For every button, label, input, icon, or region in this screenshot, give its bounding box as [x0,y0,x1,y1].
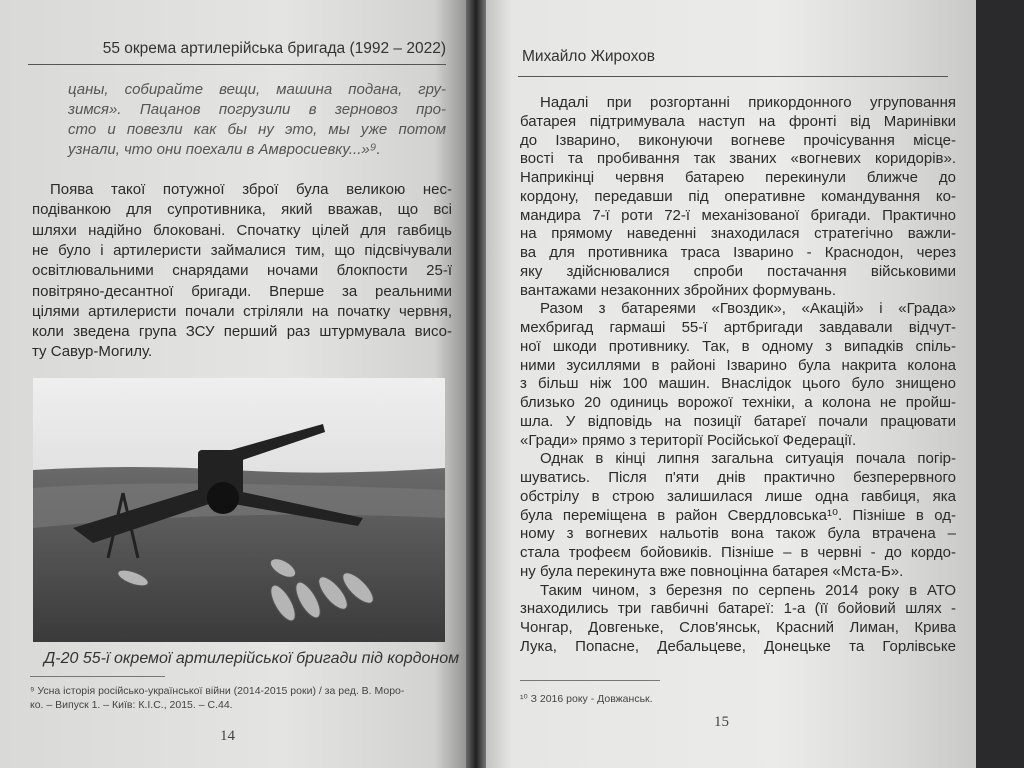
text-line: подіванкою для супротивника, який вважав, що всі [32,201,452,219]
text-line: зимся». Пацанов погрузили в зерновоз про- [68,101,446,118]
text-line: Наприкінці червня батарею перекинули ближче до [520,169,956,186]
footnote-rule [520,680,660,681]
text-line: Однак в кінці липня загальна ситуація почала погір- [540,450,956,468]
running-head-right: Михайло Жирохов [522,48,656,65]
header-rule [28,64,446,65]
text-line: кордону, передавши під оперативне командування ко- [520,187,956,205]
text-line: шляхи надійно блоковані. Спочатку цілей для гавбиць [32,221,452,239]
text-line: стала трофеєм бойовиків. Пізніше – в червні - до кордо- [520,544,956,561]
text-line: коли зведена група ЗСУ перший раз штурмувала висо- [32,323,452,341]
text-line: знаходились три гавбичні батареї: 1-а (її бойовий шлях - [520,600,956,618]
text-line: цілями артилеристи почали стріляли на початку червня, [32,302,452,320]
text-line: «Гради» прямо з території Російської Федерації. [520,431,857,449]
text-line: ту Савур-Могилу. [32,343,153,361]
text-line: Таким чином, з березня по серпень 2014 року в АТО [540,581,956,599]
text-line: вості та пробивання так званих «вогневих коридорів». [520,150,956,168]
text-line: не було і артилеристи займалися тим, що підсвічували [32,241,452,259]
text-line: ними зусиллями в районі Ізварино була накрита колона [520,356,956,374]
header-rule [518,76,948,77]
text-line: батарея підтримувала наступ на фронті від Маринівки [520,112,956,130]
text-line: мандира 7-ї роти 72-ї механізованої бригади. Практично [520,206,956,224]
text-line: шла. У відповідь на позиції батареї почали працювати [520,412,956,430]
text-line: цаны, собирайте вещи, машина подана, гру- [68,81,446,98]
text-line: ної шкоди противнику. Так, в одному з випадків спіль- [520,337,956,355]
text-line: близько 20 одиниць ворожої техніки, а колона не пройш- [520,394,956,411]
running-head-left: 55 окрема артилерійська бригада (1992 – 2022) [102,40,446,57]
left-page [0,0,472,768]
photo-caption: Д-20 55-ї окремої артилерійської бригади під кордоном [44,650,460,667]
text-line: яку здійснювалися спроби постачання військовими [520,262,956,280]
footnote-9 [30,684,404,712]
text-line: Разом з батареями «Гвоздик», «Акацій» і «Града» [540,300,956,318]
text-line: Надалі при розгортанні прикордонного угруповання [540,94,956,111]
text-line: Чонгар, Довгеньке, Слов'янськ, Красний Лиман, Крива [520,619,956,636]
footnote-rule [30,676,165,677]
text-line: Лука, Попасне, Дебальцеве, Донецьке та Горлівське [520,637,956,655]
text-line: ну була перекинута вже повноцінна батарея «Мста-Б». [520,562,904,580]
text-line: узнали, что они поехали в Амвросиевку...»⁹. [68,141,381,158]
howitzer-photo [33,378,445,642]
footnote-line: ко. – Випуск 1. – Київ: К.І.С., 2015. – С.44. [30,699,233,711]
text-line: ва для противника траса Ізварино - Краснодон, через [520,244,956,261]
text-line: вантажами незаконних збройних формувань. [520,281,837,299]
text-line: була переміщена в район Свердловська¹⁰. Пізніше в од- [520,506,956,524]
book-spine [466,0,486,768]
page-number-left: 14 [220,728,235,744]
text-line: освітлювальними снарядами ночами блокпости 25-ї [32,262,452,280]
right-page [482,0,976,768]
text-line: з більш ніж 100 машин. Внаслідок цього було знищено [520,375,956,393]
text-line: Поява такої потужної зброї була великою нес- [50,181,452,198]
text-line: ному з вогневих нальотів вона також була втрачена – [520,525,956,543]
footnote-10: ¹⁰ З 2016 року - Довжанськ. [520,693,653,705]
page-number-right: 15 [714,714,729,730]
text-line: повітряно-десантної бригади. Вперше за реальними [32,282,452,300]
text-line: на прямому наведенні знаходилася стратегічно важли- [520,225,956,243]
text-line: обстрілу в строю залишилася лише одна гавбиця, яка [520,487,956,505]
text-line: сто и повезли как бы ну это, мы уже потом [68,121,446,138]
text-line: мехбригад гармаші 55-ї артбригади завдавали відчут- [520,319,956,336]
text-line: до Ізварино, виконуючи вогневе прочісування місце- [520,131,956,149]
text-line: шуватись. Після п'яти днів практично безперервного [520,469,956,486]
footnote-line: ⁹ Усна історія російсько-української війни (2014-2015 роки) / за ред. В. Моро- [30,685,405,697]
